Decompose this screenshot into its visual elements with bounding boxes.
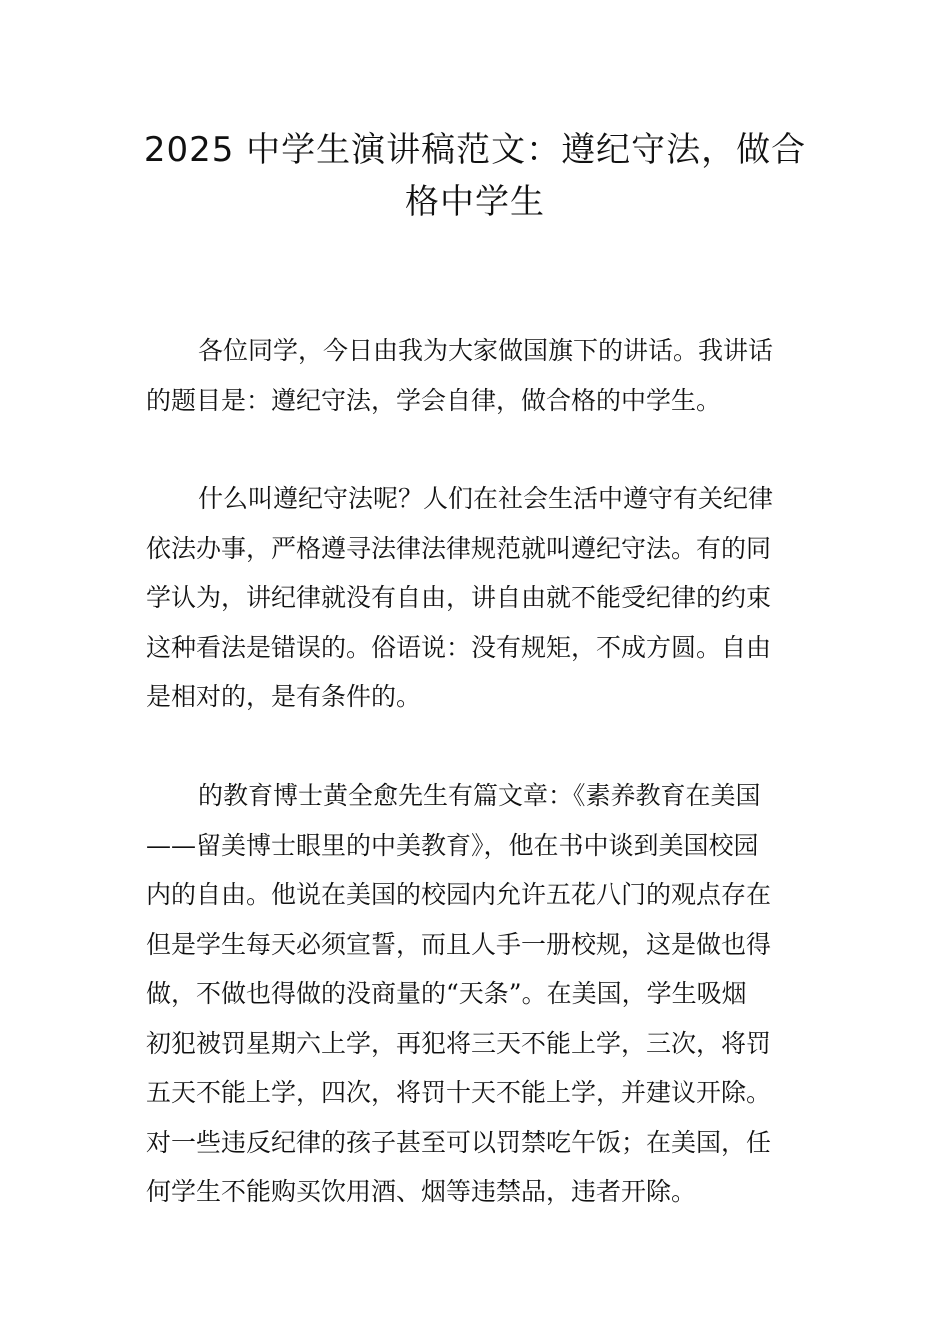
paragraph-line: 学认为，讲纪律就没有自由，讲自由就不能受纪律的约束: [146, 583, 772, 612]
paragraph-definition: [146, 474, 810, 722]
paragraph-line: 但是学生每天必须宣誓，而且人手一册校规，这是做也得: [146, 929, 772, 959]
title-line: 格中学生: [405, 182, 545, 222]
paragraph-greeting: [146, 326, 810, 425]
paragraph-line: 的题目是：遵纪守法，学会自律，做合格的中学生。: [146, 385, 722, 415]
paragraph-line: 各位同学，今日由我为大家做国旗下的讲话。我讲话: [198, 336, 774, 365]
paragraph-line: 依法办事，严格遵寻法律法律规范就叫遵纪守法。有的同: [146, 533, 772, 563]
paragraph-line: 内的自由。他说在美国的校园内允许五花八门的观点存在: [146, 880, 772, 909]
paragraph-line: ——留美博士眼里的中美教育》，他在书中谈到美国校园: [146, 830, 759, 860]
paragraph-line: 五天不能上学，四次，将罚十天不能上学，并建议开除。: [146, 1078, 772, 1107]
paragraph-line: 什么叫遵纪守法呢？人们在社会生活中遵守有关纪律: [198, 484, 774, 513]
paragraph-line: 初犯被罚星期六上学，再犯将三天不能上学，三次，将罚: [146, 1028, 772, 1058]
paragraph-line: 何学生不能购买饮用酒、烟等违禁品，违者开除。: [146, 1177, 697, 1206]
paragraph-line: 对一些违反纪律的孩子甚至可以罚禁吃午饭；在美国，任: [146, 1127, 772, 1157]
paragraph-line: 是相对的，是有条件的。: [146, 682, 422, 711]
paragraph-line: 这种看法是错误的。俗语说：没有规矩，不成方圆。自由: [146, 632, 772, 662]
paragraph-line: 做，不做也得做的没商量的“天条”。在美国，学生吸烟: [146, 979, 747, 1008]
document-title: [120, 124, 830, 228]
paragraph-example: [146, 771, 810, 1217]
title-line: 2025 中学生演讲稿范文：遵纪守法，做合: [143, 130, 807, 170]
paragraph-line: 的教育博士黄全愈先生有篇文章：《素养教育在美国: [198, 781, 761, 810]
